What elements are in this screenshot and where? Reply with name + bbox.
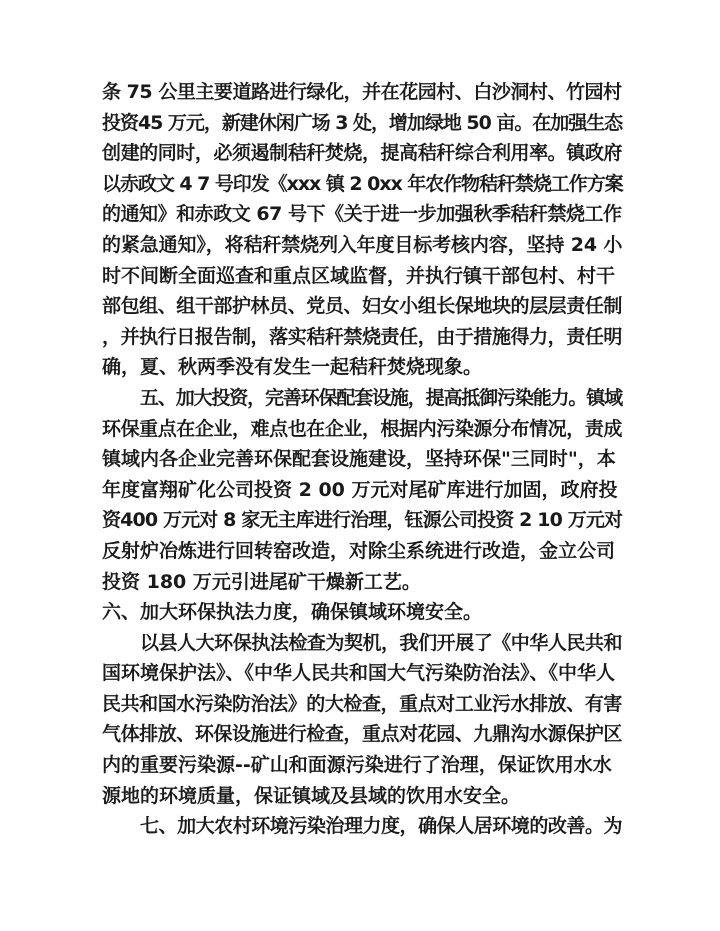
text-line: 反射炉冶炼进行回转窑改造，对除尘系统进行改造，金立公司 bbox=[102, 539, 616, 562]
text-line: 投资45 万元，新建休闲广场 3 处，增加绿地 50 亩。在加强生态 bbox=[102, 111, 623, 134]
text-line: 六、加大环保执法力度，确保镇域环境安全。 bbox=[102, 601, 483, 624]
text-line: 国环境保护法》、《中华人民共和国大气污染防治法》、《中华人 bbox=[102, 662, 616, 685]
text-line: 条 75 公里主要道路进行绿化，并在花园村、白沙洞村、竹园村 bbox=[102, 81, 622, 103]
text-line: 创建的同时，必须遏制秸秆焚烧，提高秸秆综合利用率。镇政府 bbox=[102, 142, 622, 165]
text-line: 以赤政文 4 7 号印发《xxx 镇 2 0xx 年农作物秸秆禁烧工作方案 bbox=[102, 172, 623, 195]
text-line: 投资 180 万元引进尾矿干燥新工艺。 bbox=[102, 570, 421, 593]
text-line: 气体排放、环保设施进行检查，重点对花园、九鼎沟水源保护区 bbox=[102, 723, 622, 746]
text-line: 的通知》和赤政文 67 号下《关于进一步加强秋季秸秆禁烧工作 bbox=[102, 203, 622, 226]
text-line: 内的重要污染源--矿山和面源污染进行了治理，保证饮用水水 bbox=[102, 754, 612, 777]
text-line: 部包组、组干部护林员、党员、妇女小组长保地块的层层责任制 bbox=[102, 295, 622, 318]
text-line: 确，夏、秋两季没有发生一起秸秆焚烧现象。 bbox=[102, 356, 483, 379]
text-line: 七、加大农村环境污染治理力度，确保人居环境的改善。为 bbox=[140, 815, 623, 838]
text-line: ，并执行日报告制，落实秸秆禁烧责任，由于措施得力，责任明 bbox=[102, 325, 622, 348]
text-line: 民共和国水污染防治法》的大检查，重点对工业污水排放、有害 bbox=[102, 692, 622, 715]
text-line: 时不间断全面巡查和重点区域监督，并执行镇干部包村、村干 bbox=[102, 264, 616, 287]
text-line: 资400 万元对 8 家无主库进行治理，钰源公司投资 2 10 万元对 bbox=[102, 509, 623, 532]
text-line: 源地的环境质量，保证镇域及县域的饮用水安全。 bbox=[102, 784, 521, 807]
text-line: 以县人大环保执法检查为契机，我们开展了《中华人民共和 bbox=[140, 631, 623, 654]
text-line: 镇域内各企业完善环保配套设施建设，坚持环保"三同时"，本 bbox=[102, 448, 616, 471]
text-line: 环保重点在企业，难点也在企业，根据内污染源分布情况，责成 bbox=[102, 417, 622, 440]
text-line: 五、加大投资，完善环保配套设施，提高抵御污染能力。镇域 bbox=[140, 386, 622, 409]
text-line: 年度富翔矿化公司投资 2 00 万元对尾矿库进行加固，政府投 bbox=[102, 478, 618, 501]
text-line: 的紧急通知》，将秸秆禁烧列入年度目标考核内容，坚持 24 小 bbox=[102, 233, 623, 256]
document-body bbox=[102, 77, 622, 842]
